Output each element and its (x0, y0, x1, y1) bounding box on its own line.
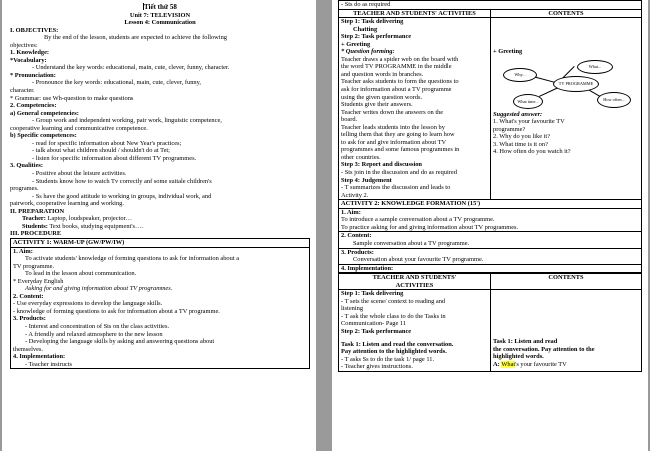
preparation-heading: II. PREPARATION (10, 207, 65, 215)
activity-line: ask for information about a TV programme (341, 86, 452, 94)
aim-line: To practice asking for and giving information about TV programmes. (341, 223, 519, 231)
quality-item-cont: pairwork, cooperative learning and working. (10, 200, 124, 208)
objectives-heading: I. OBJECTIVES: (10, 26, 59, 34)
lesson-number-title: Tiết thứ 58 (143, 3, 177, 11)
everyday-english: * Everyday English (13, 277, 64, 285)
activity2-heading: ACTIVITY 2: KNOWLEDGE FORMATION (15') (339, 200, 641, 209)
unit-title: Unit 7: TELEVISION (129, 11, 191, 19)
activity1-heading: ACTIVITY 1: WARM-UP (GW/PW/IW) (11, 239, 309, 248)
task1-heading: Task 1: Listen and read the conversation. (341, 340, 454, 348)
activity-line: telling them that they are going to learn how (341, 131, 455, 139)
activity-line: Teacher writes down the answers on the (341, 108, 444, 116)
products-line: - Developing the language skills by asking and answering questions about (25, 338, 215, 346)
content-task1-heading-cont: highlighted words. (493, 353, 544, 361)
content-heading: 2. Content: (341, 232, 372, 240)
content-heading: 2. Content: (13, 292, 44, 300)
answer-line: 4. How often do you watch it? (493, 148, 571, 156)
activity-line: Students give their answers. (341, 101, 413, 109)
question-forming-label: * Question forming: (341, 48, 395, 56)
activity2-implementation (339, 265, 641, 273)
step1-heading: Step 1: Task delivering (341, 18, 404, 26)
answer-line: 2. Why do you like it? (493, 133, 551, 141)
quality-item: - Students know how to watch Tv correctly anf some suitale children's (32, 177, 212, 185)
highlighted-word: What (501, 360, 516, 368)
pronunciation-line-cont: character. (10, 87, 35, 95)
general-competencies-line-cont: cooperative learning and communicative competence. (10, 124, 148, 132)
aim-line: To activate students' knowledge of forming questions to ask for information about a (25, 255, 240, 263)
step3-heading: Step 3: Report and discussion (341, 161, 422, 169)
answer-line: 1. What's your favourite TV (493, 118, 565, 126)
top-line (339, 1, 642, 10)
procedure-heading: III. PROCEDURE (10, 230, 62, 238)
spider-node-what: What... (577, 60, 613, 74)
teacher-activities-cell-2 (339, 290, 491, 371)
quality-item-cont: programes. (10, 185, 39, 193)
teacher-label: Teacher: (22, 215, 46, 223)
activity-line: - T asks Ss to do the task 1/ page 11. (341, 355, 435, 363)
suggested-answer-heading: Suggested answer: (493, 110, 543, 118)
activity2-products (339, 249, 641, 265)
contents-cell (491, 18, 642, 200)
activity-line: programmes and some famous programmes in (341, 146, 460, 154)
activity-line: listening (341, 305, 364, 313)
step4-heading: Step 4: Judgement (341, 176, 392, 184)
top-line-text: - Sts do as required (341, 1, 391, 8)
general-competencies-line: - Group work and independent working, pair work, linguistic competence, (32, 117, 222, 125)
step1-heading: Step 1: Task delivering (341, 290, 404, 298)
activity-line: - Sts join in the discussion and do as required (341, 169, 457, 177)
products-line: Conversation about your favourite TV programme. (353, 256, 484, 264)
task1-heading-cont: Pay attention to the highlighted words. (341, 348, 447, 356)
activity-line: board. (341, 116, 358, 124)
activity-line: Teacher leads students into the lesson by (341, 123, 445, 131)
specific-competences-heading: b) Specific competences: (10, 132, 77, 140)
activity2-content (339, 232, 641, 248)
activity-line: other countries. (341, 153, 381, 161)
spider-web-diagram (493, 56, 639, 111)
activity-line: Teacher asks students to form the questions to (341, 78, 459, 86)
teacher-materials: Laptop, loudspeaker, projector… (45, 215, 133, 223)
col2-contents-header: CONTENTS (491, 274, 642, 290)
content-line: - knowledge of forming questions to ask for information about a TV programme. (13, 307, 220, 315)
content-task1-heading-cont: the conversation. Pay attention to the (493, 345, 595, 353)
spider-node-why: Why... (503, 68, 537, 82)
implementation-line: - Teacher instructs (25, 360, 72, 368)
activity-line: - T summarizes the discussion and leads to (341, 184, 451, 192)
aim-line: To lead in the lesson about communication. (25, 270, 137, 278)
knowledge-heading: 1. Knowledge: (10, 49, 50, 57)
activity1-box (10, 238, 310, 369)
spider-node-how-often: How often... (597, 92, 631, 108)
greeting-content: + Greeting (493, 48, 523, 56)
conversation-text: 's your favourite TV (515, 360, 567, 368)
pronunciation-heading: * Pronunciation: (10, 71, 56, 79)
activity-line: the word TV PROGRAMME in the middle (341, 63, 452, 71)
spider-center-node: TV PROGRAMME (553, 76, 599, 92)
step2-heading: Step 2: Task performance (341, 327, 412, 335)
activity1-table (338, 0, 642, 200)
contents-cell-2 (491, 290, 642, 371)
objectives-intro-cont: objectives: (10, 41, 38, 49)
activity-line: - T sets the scene/ context to reading and (341, 297, 446, 305)
left-page (2, 0, 316, 451)
col-contents-header: CONTENTS (491, 9, 642, 18)
aim-line-cont: TV programme. (13, 262, 55, 270)
preparation-students (10, 223, 310, 231)
grammar-line: * Grammar: use Wh-question to make questions (10, 94, 134, 102)
activity-line: using the given question words. (341, 93, 423, 101)
activity2-table (338, 273, 642, 372)
specific-competence-item: - read for specific information about New Year's practices; (32, 139, 182, 147)
specific-competence-item: - talk about what children should / shouldn't do at Tet; (32, 147, 170, 155)
greeting-label: + Greeting (341, 40, 371, 48)
content-task1-heading: Task 1: Listen and read (493, 338, 558, 346)
step2-heading: Step 2: Task performance (341, 33, 412, 41)
content-line: - Use everyday expressions to develop the language skills. (13, 300, 163, 308)
lesson-title: Lesson 4: Communication (124, 19, 196, 27)
students-label: Students: (22, 222, 48, 230)
specific-competence-item: - listen for specific information about different TV programmes. (32, 154, 197, 162)
competencies-heading: 2. Competencies: (10, 102, 57, 110)
col2-teacher-header-line: TEACHER AND STUDENTS' (372, 274, 457, 282)
general-competencies-heading: a) General competencies: (10, 109, 79, 117)
students-materials: Text books, studying equipment's…. (47, 222, 143, 230)
spider-node-what-time: What time... (513, 94, 543, 109)
answer-line: 3. What time is it on? (493, 140, 548, 148)
aim-line: To introduce a sample conversation about a TV programme. (341, 216, 495, 224)
pronunciation-line: - Pronounce the key words: educational, main, cute, clever, funny, (32, 79, 201, 87)
col2-teacher-header-line: ACTIVITIES (395, 281, 434, 289)
activity-line: and question words in branches. (341, 70, 424, 78)
implementation-heading: 4. Implementation: (341, 264, 394, 272)
everyday-english-line: Asking for and giving information about TV programmes. (25, 285, 173, 293)
speaker-a-label: A: (493, 360, 502, 368)
products-heading: 3. Products: (341, 248, 374, 256)
activity-line: Activity 2. (341, 191, 369, 199)
activity2-box (338, 200, 642, 273)
implementation-heading: 4. Implementation: (13, 353, 66, 361)
content-line: Sample conversation about a TV programme. (353, 239, 470, 247)
col-teacher-header: TEACHER AND STUDENTS' ACTIVITIES (339, 9, 491, 18)
objectives-intro: By the end of the lesson, students are expected to achieve the following (44, 34, 227, 42)
products-line: - Interest and concentration of Sts on the class activities. (25, 322, 170, 330)
activity-line: to ask for and give information about TV (341, 138, 447, 146)
activity-line: Teacher draws a spider web on the board with (341, 55, 459, 63)
answer-line: programme? (493, 125, 526, 133)
activity1-body (11, 248, 309, 369)
aim-heading: 1. Aim: (341, 208, 361, 216)
products-heading: 3. Products: (13, 315, 46, 323)
vocabulary-heading: *Vocabulary: (10, 56, 47, 64)
activity2-aim (339, 209, 641, 233)
qualities-heading: 3. Qualities: (10, 162, 44, 170)
activity-line: Communication- Page 11 (341, 320, 407, 328)
activity-line: - T ask the whole class to do the Tasks in (341, 312, 446, 320)
conversation-line-a (493, 361, 639, 369)
quality-item: - Ss have the good attitude to working in groups, individual work, and (32, 192, 212, 200)
aim-heading: 1. Aim: (13, 247, 33, 255)
spider-branch (539, 87, 558, 96)
col2-teacher-header (339, 274, 491, 290)
activity-line: - Teacher gives instructions. (341, 363, 413, 371)
chatting-label: Chatting (353, 25, 378, 33)
teacher-activities-cell (339, 18, 491, 200)
products-line: - A friendly and relaxed atmosphere to the new lesson (25, 330, 163, 338)
vocabulary-line: - Understand the key words: educational, main, cute, clever, funny, character. (32, 64, 230, 72)
right-page (332, 0, 648, 451)
products-line-cont: themselves. (13, 345, 43, 353)
preparation-teacher (10, 215, 310, 223)
quality-item: - Positive about the leisure activities. (32, 170, 127, 178)
